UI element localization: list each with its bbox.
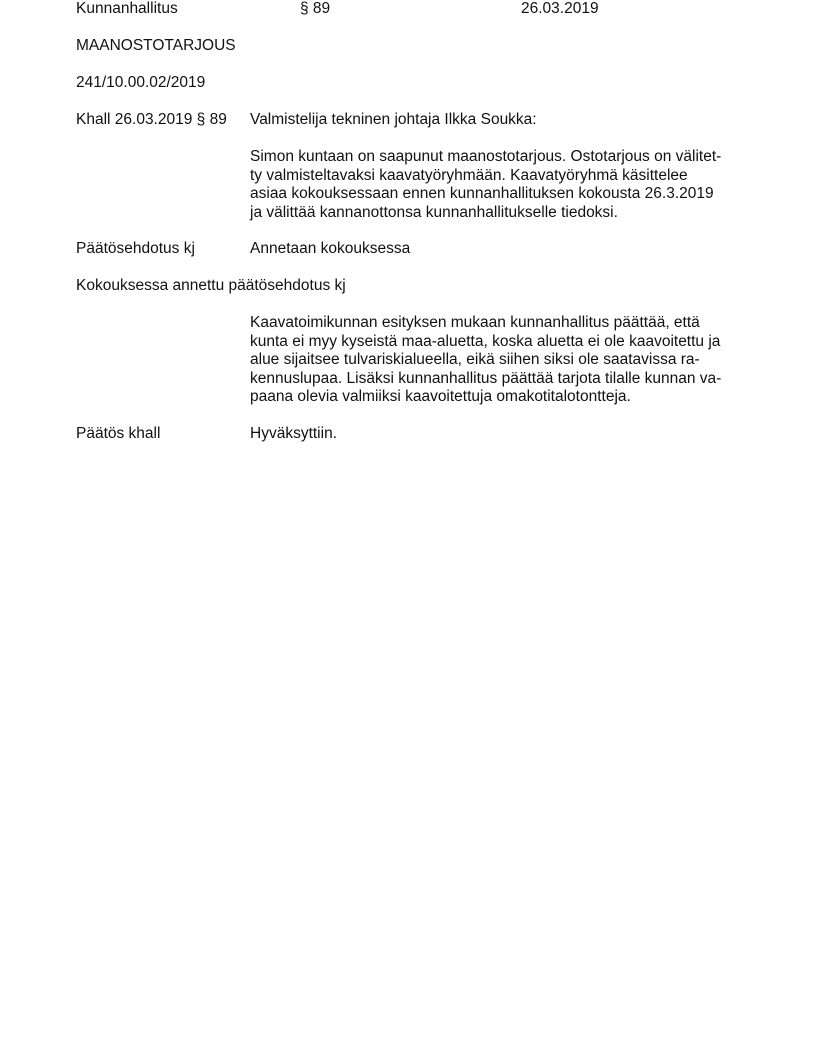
preparer-line: Valmistelija tekninen johtaja Ilkka Soukka: bbox=[250, 111, 537, 128]
proposal-label: Päätösehdotus kj bbox=[76, 240, 195, 257]
preparation-paragraph bbox=[250, 148, 750, 222]
document-title: MAANOSTOTARJOUS bbox=[76, 37, 236, 54]
paragraph-line: ty valmisteltavaksi kaavatyöryhmään. Kaavatyöryhmä käsittelee bbox=[250, 166, 688, 184]
preparation-label: Khall 26.03.2019 § 89 bbox=[76, 111, 227, 128]
paragraph-line: kunta ei myy kyseistä maa-aluetta, koska aluetta ei ole kaavoitettu ja bbox=[250, 332, 721, 350]
header-section-number: § 89 bbox=[300, 0, 331, 17]
decision-label: Päätös khall bbox=[76, 425, 161, 442]
paragraph-line: ja välittää kannanottonsa kunnanhallitukselle tiedoksi. bbox=[250, 203, 618, 221]
decision-text: Hyväksyttiin. bbox=[250, 425, 337, 442]
reference-number: 241/10.00.02/2019 bbox=[76, 74, 206, 91]
paragraph-line: kennuslupaa. Lisäksi kunnanhallitus päättää tarjota tilalle kunnan va- bbox=[250, 369, 722, 387]
paragraph-line: alue sijaitsee tulvariskialueella, eikä siihen siksi ole saatavissa ra- bbox=[250, 351, 700, 368]
meeting-proposal-label: Kokouksessa annettu päätösehdotus kj bbox=[76, 277, 346, 294]
paragraph-line: asiaa kokouksessaan ennen kunnanhallituksen kokousta 26.3.2019 bbox=[250, 185, 714, 202]
proposal-text: Annetaan kokouksessa bbox=[250, 240, 411, 257]
header-date: 26.03.2019 bbox=[521, 0, 599, 17]
header-body-name: Kunnanhallitus bbox=[76, 0, 178, 17]
paragraph-line: Kaavatoimikunnan esityksen mukaan kunnanhallitus päättää, että bbox=[250, 314, 700, 331]
paragraph-line: paana olevia valmiiksi kaavoitettuja omakotitalotontteja. bbox=[250, 388, 631, 405]
meeting-proposal-paragraph bbox=[250, 314, 750, 407]
paragraph-line: Simon kuntaan on saapunut maanostotarjous. Ostotarjous on välitet- bbox=[250, 148, 722, 165]
